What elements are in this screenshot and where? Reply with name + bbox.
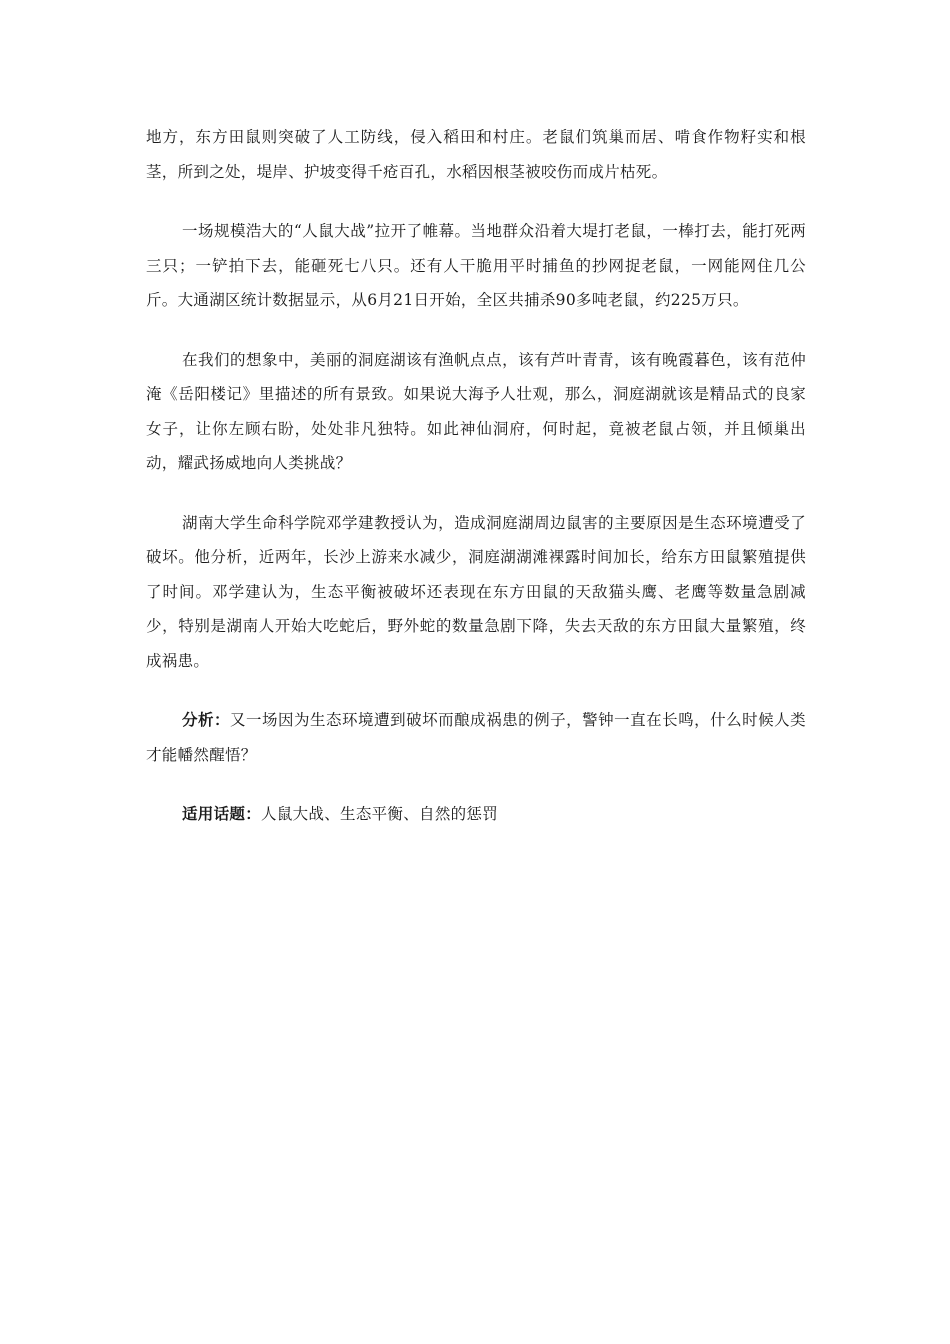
analysis-paragraph xyxy=(146,703,806,772)
topics-text: 人鼠大战、生态平衡、自然的惩罚 xyxy=(261,805,499,823)
paragraph-expert-analysis: 湖南大学生命科学院邓学建教授认为，造成洞庭湖周边鼠害的主要原因是生态环境遭受了破坏。他分析，近两年，长沙上游来水减少，洞庭湖湖滩裸露时间加长，给东方田鼠繁殖提供了时间。邓学建认为，生态平衡被破坏还表现在东方田鼠的天敌猫头鹰、老鹰等数量急剧减少，特别是湖南人开始大吃蛇后，野外蛇的数量急剧下降，失去天敌的东方田鼠大量繁殖，终成祸患。 xyxy=(146,513,806,670)
article-body xyxy=(146,120,806,857)
paragraph-continuation: 地方，东方田鼠则突破了人工防线，侵入稻田和村庄。老鼠们筑巢而居、啃食作物籽实和根茎，所到之处，堤岸、护坡变得千疮百孔，水稻因根茎被咬伤而成片枯死。 xyxy=(146,128,806,181)
paragraph-rat-battle: 一场规模浩大的“人鼠大战”拉开了帷幕。当地群众沿着大堤打老鼠，一棒打去，能打死两三只；一铲拍下去，能砸死七八只。还有人干脆用平时捕鱼的抄网捉老鼠，一网能网住几公斤。大通湖区统计数据显示，从6月21日开始，全区共捕杀90多吨老鼠，约225万只。 xyxy=(146,222,806,309)
topics-label: 适用话题： xyxy=(182,805,262,823)
analysis-label: 分析： xyxy=(182,711,231,729)
paragraph-imagination: 在我们的想象中，美丽的洞庭湖该有渔帆点点，该有芦叶青青，该有晚霞暮色，该有范仲淹《岳阳楼记》里描述的所有景致。如果说大海予人壮观，那么，洞庭湖就该是精品式的良家女子，让你左顾右盼，处处非凡独特。如此神仙洞府，何时起，竟被老鼠占领，并且倾巢出动，耀武扬威地向人类挑战？ xyxy=(146,350,806,472)
topics-paragraph xyxy=(146,797,806,832)
analysis-text: 又一场因为生态环境遭到破坏而酿成祸患的例子，警钟一直在长鸣，什么时候人类才能幡然醒悟？ xyxy=(146,711,806,764)
